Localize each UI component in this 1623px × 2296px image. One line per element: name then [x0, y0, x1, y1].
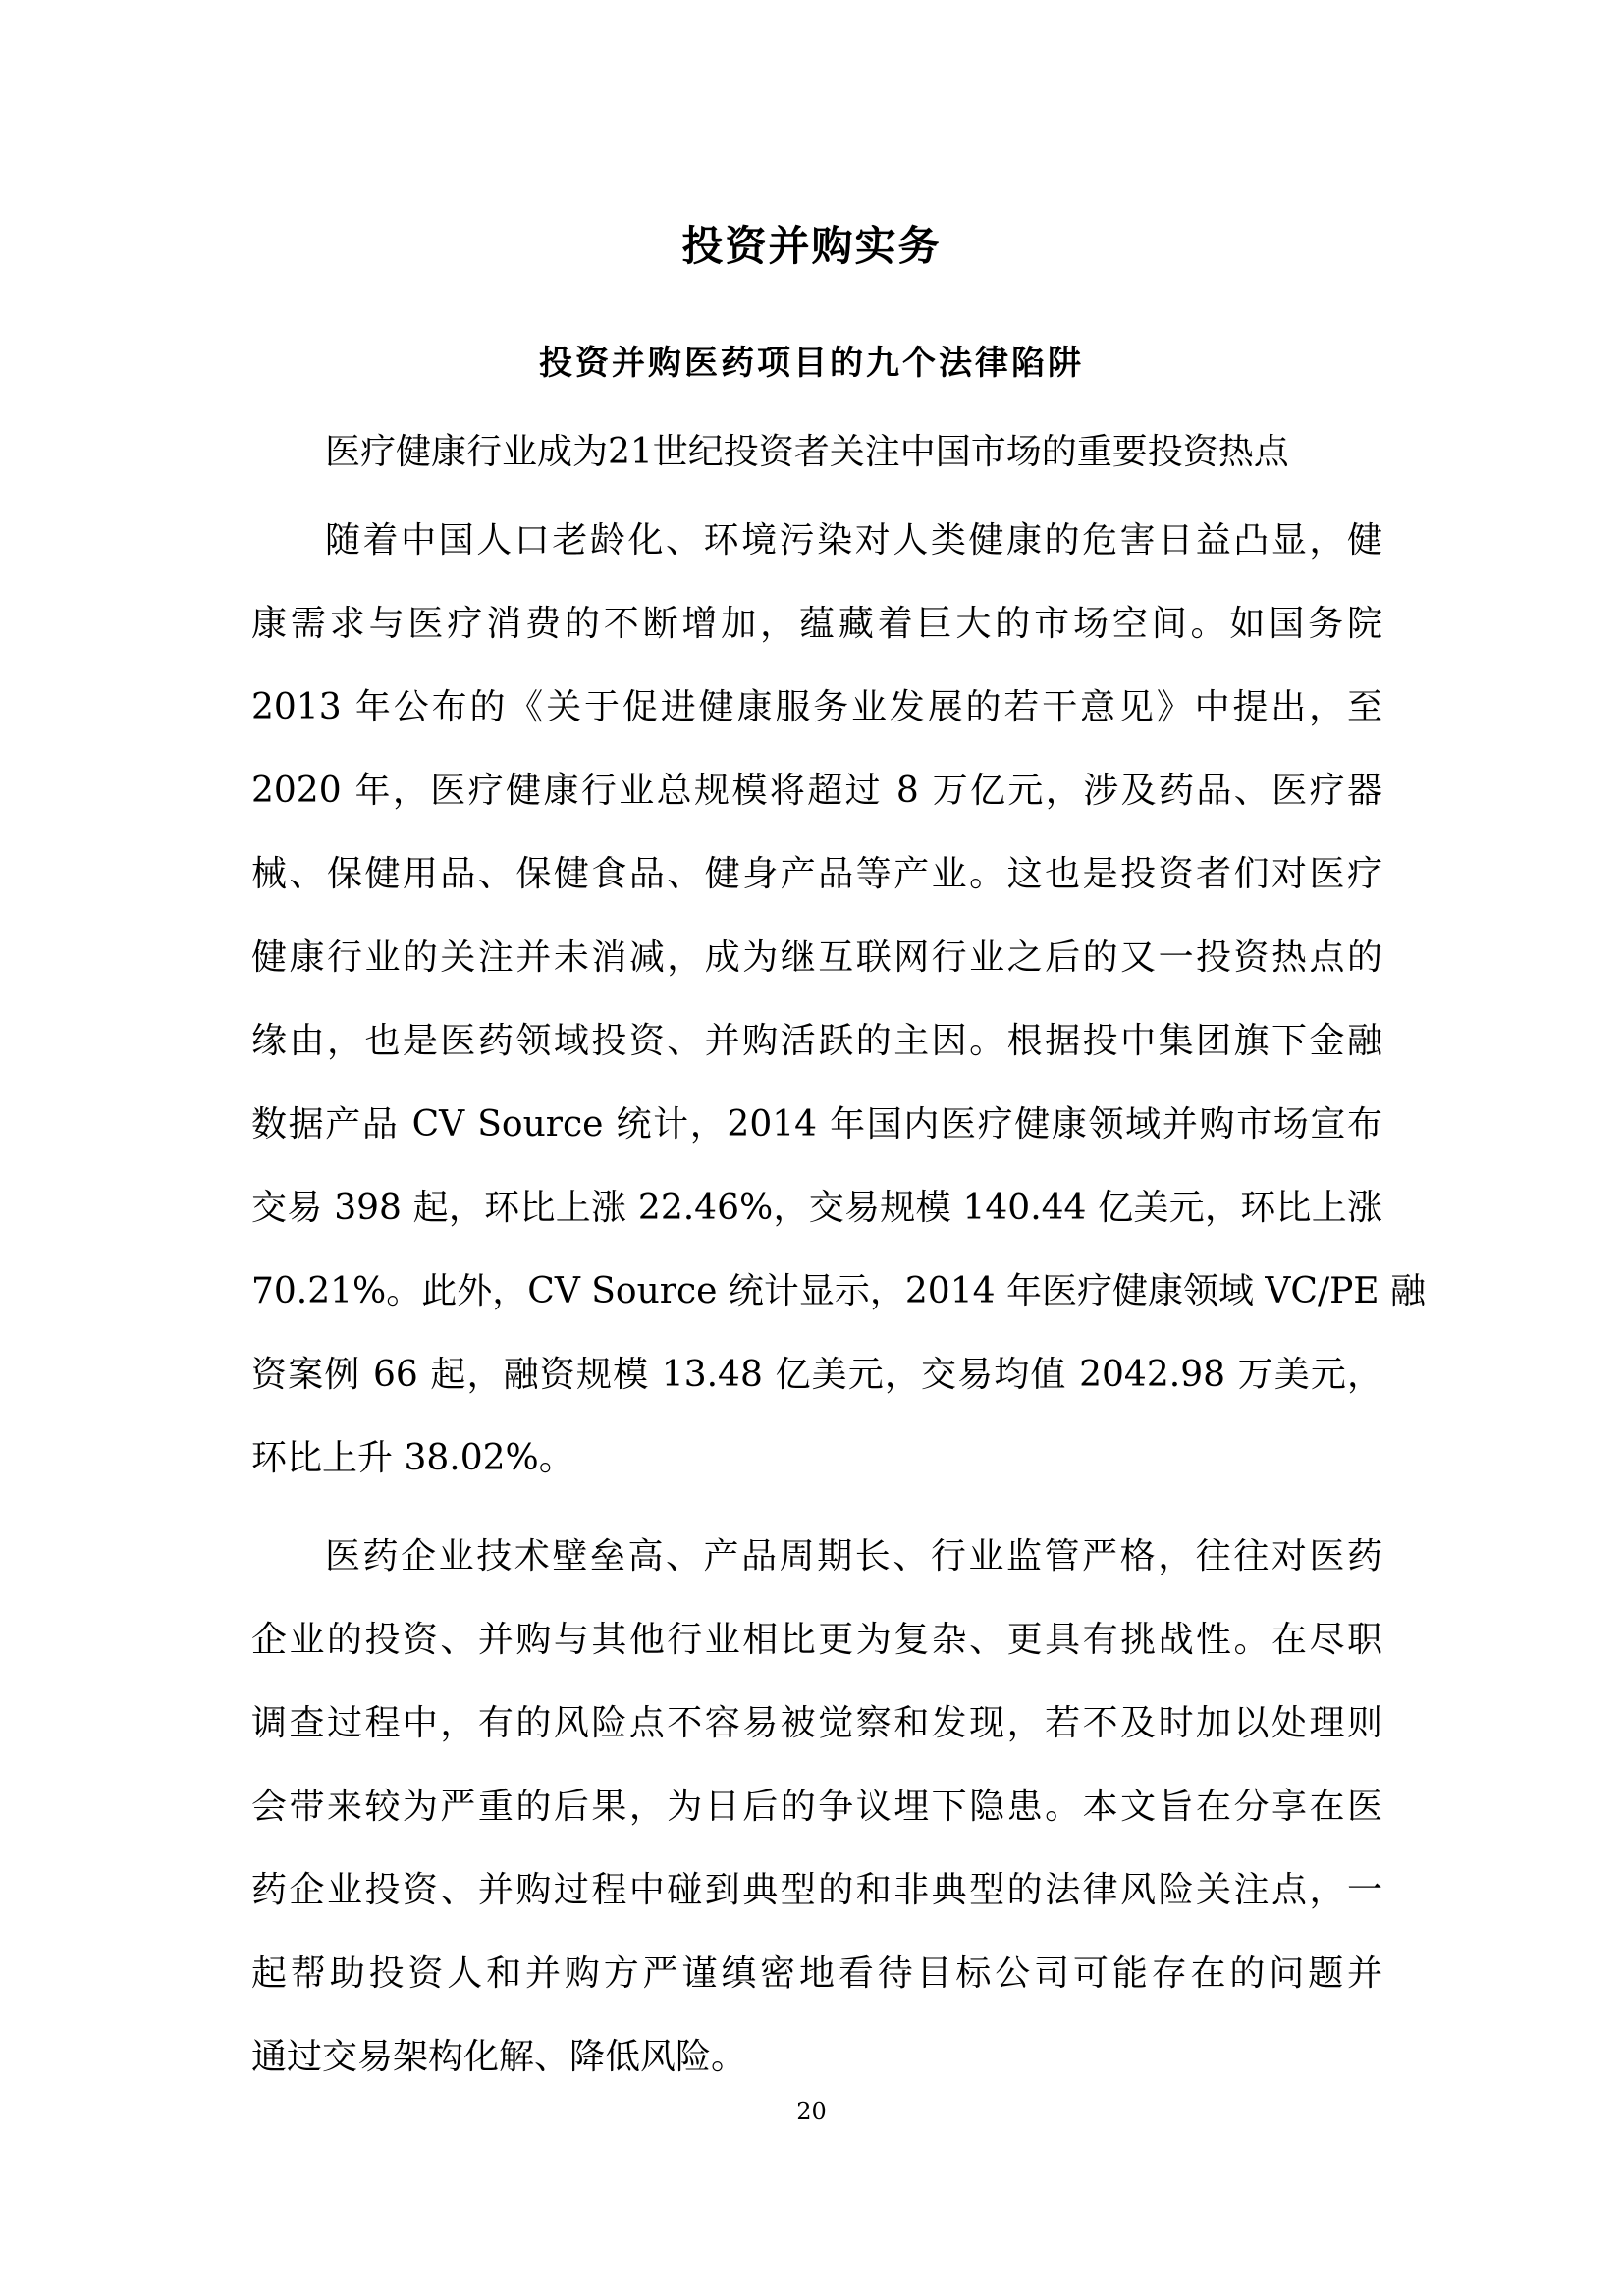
page-number: 20 [796, 2098, 827, 2125]
paragraph-1-line-12: 环比上升 38.02%。 [251, 1438, 574, 1478]
paragraph-1-line-2: 康需求与医疗消费的不断增加，蕴藏着巨大的市场空间。如国务院 [251, 604, 1382, 644]
paragraph-1-line-6: 健康行业的关注并未消减，成为继互联网行业之后的又一投资热点的 [251, 937, 1382, 978]
paragraph-1-line-5: 械、保健用品、保健食品、健身产品等产业。这也是投资者们对医疗 [251, 854, 1382, 894]
paragraph-1-line-4: 2020 年，医疗健康行业总规模将超过 8 万亿元，涉及药品、医疗器 [251, 771, 1382, 811]
paragraph-1-line-1: 随着中国人口老龄化、环境污染对人类健康的危害日益凸显，健 [325, 520, 1382, 561]
paragraph-2-line-4: 会带来较为严重的后果，为日后的争议埋下隐患。本文旨在分享在医 [251, 1787, 1382, 1827]
paragraph-2-line-1: 医药企业技术壁垒高、产品周期长、行业监管严格，往往对医药 [325, 1536, 1382, 1576]
article-title: 投资并购医药项目的九个法律陷阱 [539, 344, 1084, 383]
subtitle-line: 医疗健康行业成为21世纪投资者关注中国市场的重要投资热点 [325, 432, 1289, 472]
paragraph-2-line-6: 起帮助投资人和并购方严谨缜密地看待目标公司可能存在的问题并 [251, 1953, 1382, 1994]
paragraph-2-line-5: 药企业投资、并购过程中碰到典型的和非典型的法律风险关注点，一 [251, 1870, 1382, 1910]
paragraph-1-line-7: 缘由，也是医药领域投资、并购活跃的主因。根据投中集团旗下金融 [251, 1021, 1382, 1061]
paragraph-1-line-9: 交易 398 起，环比上涨 22.46%，交易规模 140.44 亿美元，环比上涨 [251, 1188, 1382, 1228]
section-title: 投资并购实务 [681, 222, 942, 270]
paragraph-1-line-10: 70.21%。此外，CV Source 统计显示，2014 年医疗健康领域 VC/PE 融 [251, 1271, 1427, 1311]
paragraph-2-line-2: 企业的投资、并购与其他行业相比更为复杂、更具有挑战性。在尽职 [251, 1620, 1382, 1660]
paragraph-1-line-8: 数据产品 CV Source 统计，2014 年国内医疗健康领域并购市场宣布 [251, 1104, 1382, 1145]
paragraph-1-line-11: 资案例 66 起，融资规模 13.48 亿美元，交易均值 2042.98 万美元， [251, 1355, 1382, 1395]
paragraph-2-line-7: 通过交易架构化解、降低风险。 [251, 2037, 747, 2077]
paragraph-1-line-3: 2013 年公布的《关于促进健康服务业发展的若干意见》中提出，至 [251, 687, 1382, 727]
paragraph-2-line-3: 调查过程中，有的风险点不容易被觉察和发现，若不及时加以处理则 [251, 1703, 1382, 1743]
